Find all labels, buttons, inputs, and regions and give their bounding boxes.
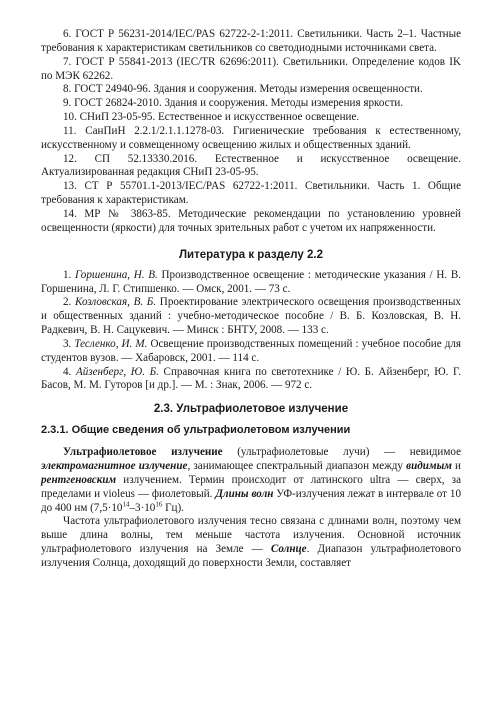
list-item: 4. Айзенберг, Ю. Б. Справочная книга по светотехнике / Ю. Б. Айзенберг, Ю. Г. Басов, М. М. Гуторов [и др.]. — М. : Знак, 2006. — 972 с. <box>41 365 461 392</box>
author: Тесленко, И. М. <box>74 337 148 350</box>
list-item: 1. Горшенина, Н. В. Производственное освещение : методические указания / Н. В. Горшенина, Л. Г. Стипшенко. — Омск, 2001. — 73 с. <box>41 268 462 295</box>
list-item: 13. СТ Р 55701.1-2013/IEC/PAS 62722-1:2011. Светильники. Часть 1. Общие требования к характеристикам. <box>41 180 461 207</box>
list-item: 8. ГОСТ 24940-96. Здания и сооружения. Методы измерения освещенности. <box>63 83 423 96</box>
list-item: 9. ГОСТ 26824-2010. Здания и сооружения. Методы измерения яркости. <box>63 97 404 110</box>
author: Горшенина, Н. В. <box>75 268 158 281</box>
list-item: 3. Тесленко, И. М. Освещение производственных помещений : учебное пособие для студентов вузов. — Хабаровск, 2001. — 114 с. <box>41 337 462 364</box>
author: Айзенберг, Ю. Б. <box>75 365 159 378</box>
list-item: 6. ГОСТ Р 56231-2014/IEC/PAS 62722-2-1:2011. Светильники. Часть 2–1. Частные требования к характеристикам светильников со светодиодными источниками света. <box>41 28 461 54</box>
list-item: 12. СП 52.13330.2016. Естественное и искусственное освещение. Актуализированная редакция СНиП 23-05-95. <box>41 152 461 179</box>
paragraph: Частота ультрафиолетового излучения тесно связана с длинами волн, поэтому чем выше длина волны, тем меньше частота излучения. Основной источник ультрафиолетового излучения на Земле — Солнце. Диапазон ультрафиолетового излучения Солнца, доходящий до поверхности Земли, составляет <box>41 515 461 569</box>
list-item: 2. Козловская, В. Б. Проектирование электрического освещения производственных и общественных зданий : учебно-методическое пособие / В. Б. Козловская, В. Н. Радкевич, В. Н. Сацукевич. — Минск : БНТУ, 2008. — 133 с. <box>41 296 461 337</box>
paragraph: Ультрафиолетовое излучение (ультрафиолетовые лучи) — невидимое электромагнитное излучение, занимающее спектральный диапазон между видимым и рентгеновским излучением. Термин происходит от латинского ultra — сверх, за пределами и violeus — фиолетовый. Длины волн УФ-излучения лежат в интервале от 10 до 400 нм ($7,5\cdot 10^{14}-3\cdot 10^{16}$ Гц). <box>41 446 461 514</box>
section-heading: 2.3. Ультрафиолетовое излучение <box>153 403 349 416</box>
list-item: 11. СанПиН 2.2.1/2.1.1.1278-03. Гигиенические требования к естественному, искусственному и совмещенному освещению жилых и общественных зданий. <box>41 124 461 151</box>
list-item: 10. СНиП 23-05-95. Естественное и искусственное освещение. <box>63 111 360 124</box>
list-item: 14. МР № 3863-85. Методические рекомендации по установлению уровней освещенности (яркости) для точных зрительных работ с учетом их напряженности. <box>41 207 461 234</box>
subsection-heading: 2.3.1. Общие сведения об ультрафиолетовом излучении <box>41 424 351 437</box>
standards-list <box>41 28 461 236</box>
literature-heading: Литература к разделу 2.2 <box>178 248 324 261</box>
list-item: 7. ГОСТ Р 55841-2013 (IEC/TR 62696:2011). Светильники. Определение кодов IK по МЭК 62262. <box>41 55 461 82</box>
literature-list <box>41 269 461 394</box>
author: Козловская, В. Б. <box>75 296 157 309</box>
